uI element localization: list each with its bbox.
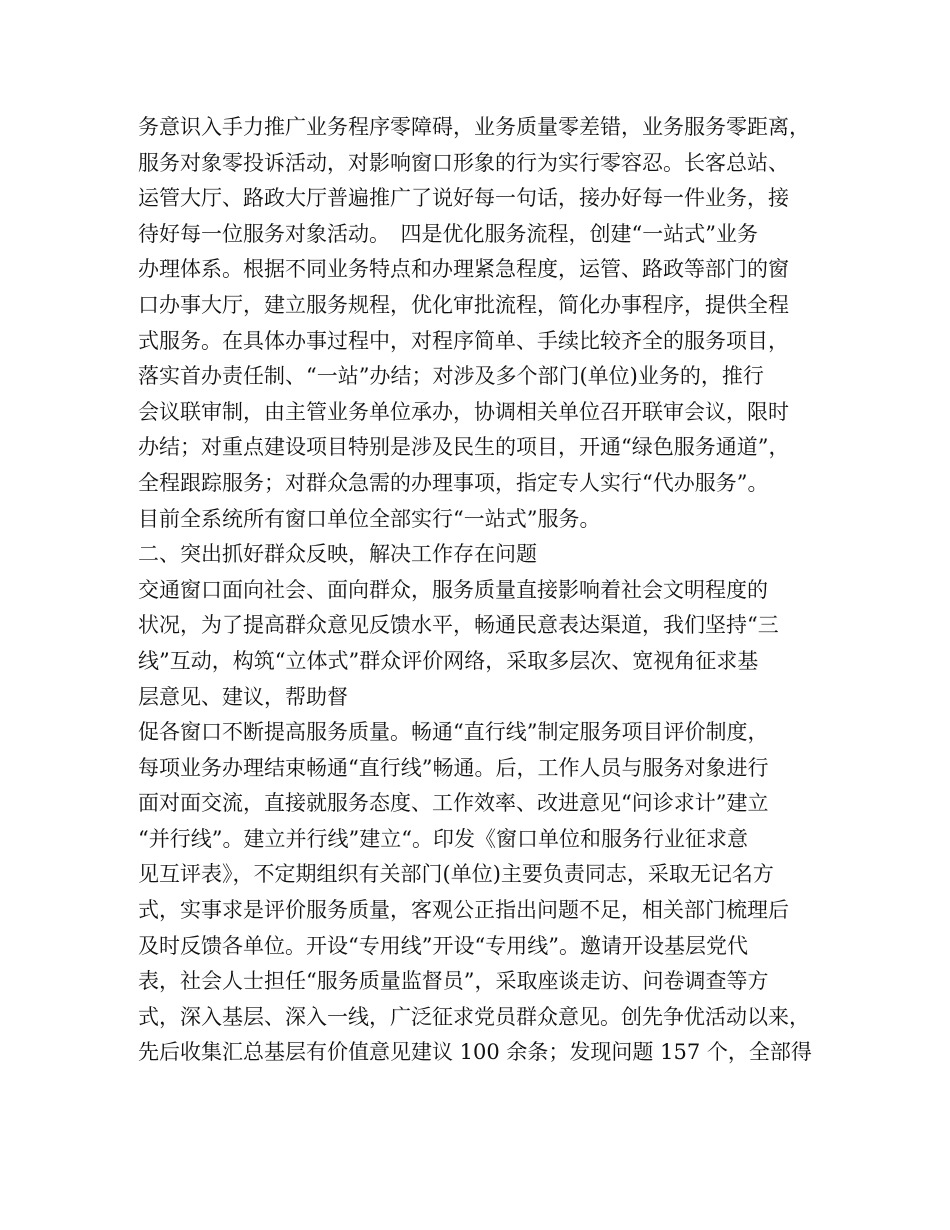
text-line: 口办事大厅，建立服务规程，优化审批流程，简化办事程序，提供全程 <box>138 292 789 317</box>
text-line: 状况，为了提高群众意见反馈水平，畅通民意表达渠道，我们坚持“三 <box>138 613 779 638</box>
text-line: 促各窗口不断提高服务质量。畅通“直行线”制定服务项目评价制度， <box>138 720 769 745</box>
text-line: 表，社会人士担任“服务质量监督员”，采取座谈走访、问卷调查等方 <box>138 969 769 994</box>
body-text <box>138 110 838 1071</box>
text-line: 先后收集汇总基层有价值意见建议 100 余条；发现问题 157 个，全部得 <box>138 1040 812 1065</box>
text-line: 会议联审制，由主管业务单位承办，协调相关单位召开联审会议，限时 <box>138 399 789 424</box>
text-line: 运管大厅、路政大厅普遍推广了说好每一句话，接办好每一件业务，接 <box>138 186 789 211</box>
text-line: “并行线”。建立并行线”建立“。印发《窗口单位和服务行业征求意 <box>138 826 748 851</box>
text-line: 服务对象零投诉活动，对影响窗口形象的行为实行零容忍。长客总站、 <box>138 150 789 175</box>
text-line: 每项业务办理结束畅通“直行线”畅通。后，工作人员与服务对象进行 <box>138 755 769 780</box>
text-line: 目前全系统所有窗口单位全部实行“一站式”服务。 <box>138 506 601 531</box>
text-line: 及时反馈各单位。开设“专用线”开设“专用线”。邀请开设基层党代 <box>138 933 748 958</box>
text-line: 落实首办责任制、“一站”办结；对涉及多个部门(单位)业务的，推行 <box>138 364 764 389</box>
text-line: 全程跟踪服务；对群众急需的办理事项，指定专人实行“代办服务”。 <box>138 470 769 495</box>
text-line: 式，深入基层、深入一线，广泛征求党员群众意见。创先争优活动以来， <box>138 1004 810 1029</box>
text-line: 见互评表》，不定期组织有关部门(单位)主要负责同志，采取无记名方 <box>138 862 774 887</box>
text-line: 层意见、建议，帮助督 <box>138 684 348 709</box>
text-line: 式服务。在具体办事过程中，对程序简单、手续比较齐全的服务项目， <box>138 328 789 353</box>
text-line: 办理体系。根据不同业务特点和办理紧急程度，运管、路政等部门的窗 <box>138 257 789 282</box>
text-line: 待好每一位服务对象活动。 四是优化服务流程，创建“一站式”业务 <box>138 221 758 246</box>
text-line: 务意识入手力推广业务程序零障碍，业务质量零差错，业务服务零距离， <box>138 115 810 139</box>
text-line: 办结；对重点建设项目特别是涉及民生的项目，开通“绿色服务通道”， <box>138 435 790 460</box>
text-line: 式，实事求是评价服务质量，客观公正指出问题不足，相关部门梳理后 <box>138 898 789 923</box>
text-line: 面对面交流，直接就服务态度、工作效率、改进意见“问诊求计”建立 <box>138 791 769 816</box>
text-line: 线”互动，构筑“立体式”群众评价网络，采取多层次、宽视角征求基 <box>138 648 759 673</box>
text-line: 交通窗口面向社会、面向群众，服务质量直接影响着社会文明程度的 <box>138 577 768 602</box>
section-heading: 二、突出抓好群众反映，解决工作存在问题 <box>138 542 537 567</box>
